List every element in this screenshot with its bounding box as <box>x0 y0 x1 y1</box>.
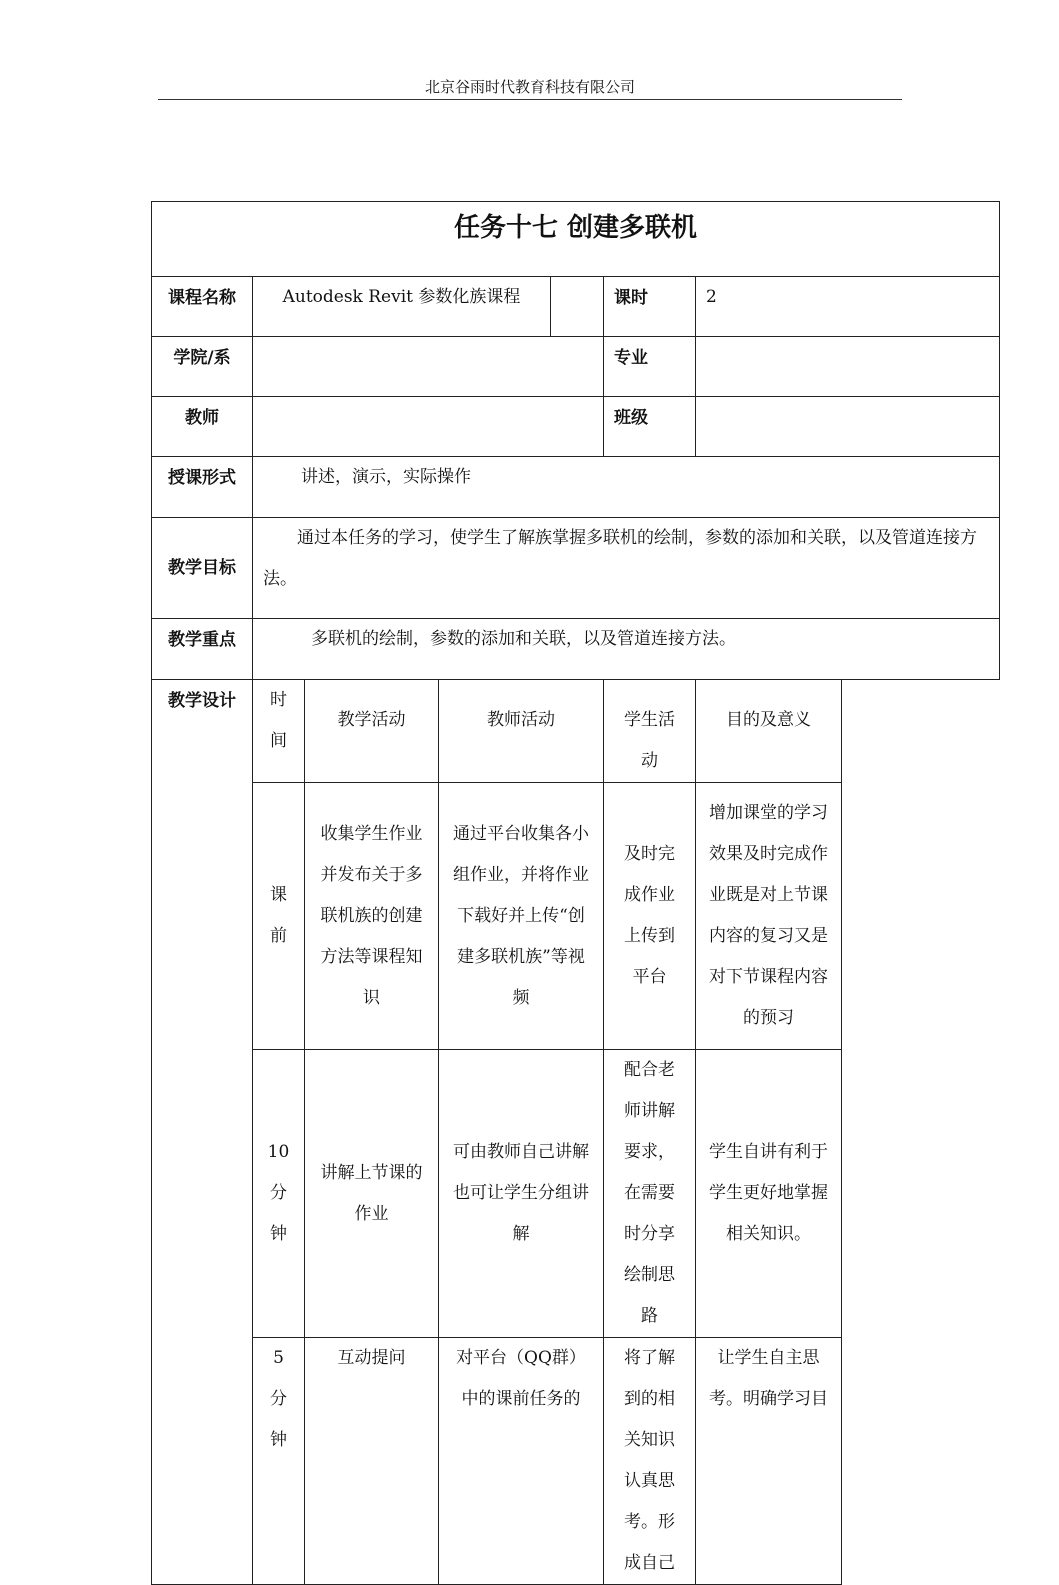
table-row <box>152 1338 1000 1585</box>
hours-label: 课时 <box>604 277 696 337</box>
row-student: 将了解到的相关知识认真思考。形成自己 <box>604 1338 696 1585</box>
goal-label: 教学目标 <box>152 518 253 619</box>
class-label: 班级 <box>604 397 696 457</box>
row-time: 5分钟 <box>253 1338 305 1585</box>
row-purpose: 学生自讲有利于学生更好地掌握相关知识。 <box>696 1050 842 1338</box>
teacher-label: 教师 <box>152 397 253 457</box>
major-value <box>696 337 1000 397</box>
course-name-value: Autodesk Revit 参数化族课程 <box>253 277 551 337</box>
row-time: 课前 <box>253 783 305 1050</box>
design-header-purpose: 目的及意义 <box>696 680 842 783</box>
table-row <box>152 1050 1000 1338</box>
row-purpose: 让学生自主思考。明确学习目 <box>696 1338 842 1585</box>
hours-value: 2 <box>696 277 1000 337</box>
focus-label: 教学重点 <box>152 619 253 680</box>
design-header-activity: 教学活动 <box>305 680 439 783</box>
class-value <box>696 397 1000 457</box>
document-title: 任务十七 创建多联机 <box>152 202 1000 277</box>
row-student: 配合老师讲解要求，在需要时分享绘制思路 <box>604 1050 696 1338</box>
teacher-value <box>253 397 604 457</box>
design-header-student: 学生活动 <box>604 680 696 783</box>
focus-value: 多联机的绘制，参数的添加和关联，以及管道连接方法。 <box>253 619 1000 680</box>
design-header-teacher: 教师活动 <box>439 680 604 783</box>
format-label: 授课形式 <box>152 457 253 518</box>
design-label: 教学设计 <box>152 680 253 1585</box>
major-label: 专业 <box>604 337 696 397</box>
row-purpose: 增加课堂的学习效果及时完成作业既是对上节课内容的复习又是对下节课程内容的预习 <box>696 783 842 1050</box>
course-name-label: 课程名称 <box>152 277 253 337</box>
row-activity: 讲解上节课的作业 <box>305 1050 439 1338</box>
row-teacher: 对平台（QQ群）中的课前任务的 <box>439 1338 604 1585</box>
design-header-time: 时间 <box>253 680 305 783</box>
college-value <box>253 337 604 397</box>
row-student: 及时完成作业上传到平台 <box>604 783 696 1050</box>
lesson-plan-table <box>151 201 1000 1585</box>
row-time: 10分钟 <box>253 1050 305 1338</box>
row-teacher: 可由教师自己讲解也可让学生分组讲解 <box>439 1050 604 1338</box>
row-teacher: 通过平台收集各小组作业，并将作业下载好并上传“创建多联机族”等视频 <box>439 783 604 1050</box>
header-rule <box>158 99 902 100</box>
format-value: 讲述，演示，实际操作 <box>253 457 1000 518</box>
row-activity: 收集学生作业并发布关于多联机族的创建方法等课程知识 <box>305 783 439 1050</box>
goal-value: 通过本任务的学习，使学生了解族掌握多联机的绘制，参数的添加和关联，以及管道连接方法。 <box>253 518 1000 619</box>
college-label: 学院/系 <box>152 337 253 397</box>
row-activity: 互动提问 <box>305 1338 439 1585</box>
page-header: 北京谷雨时代教育科技有限公司 <box>424 78 635 96</box>
table-row <box>152 783 1000 1050</box>
